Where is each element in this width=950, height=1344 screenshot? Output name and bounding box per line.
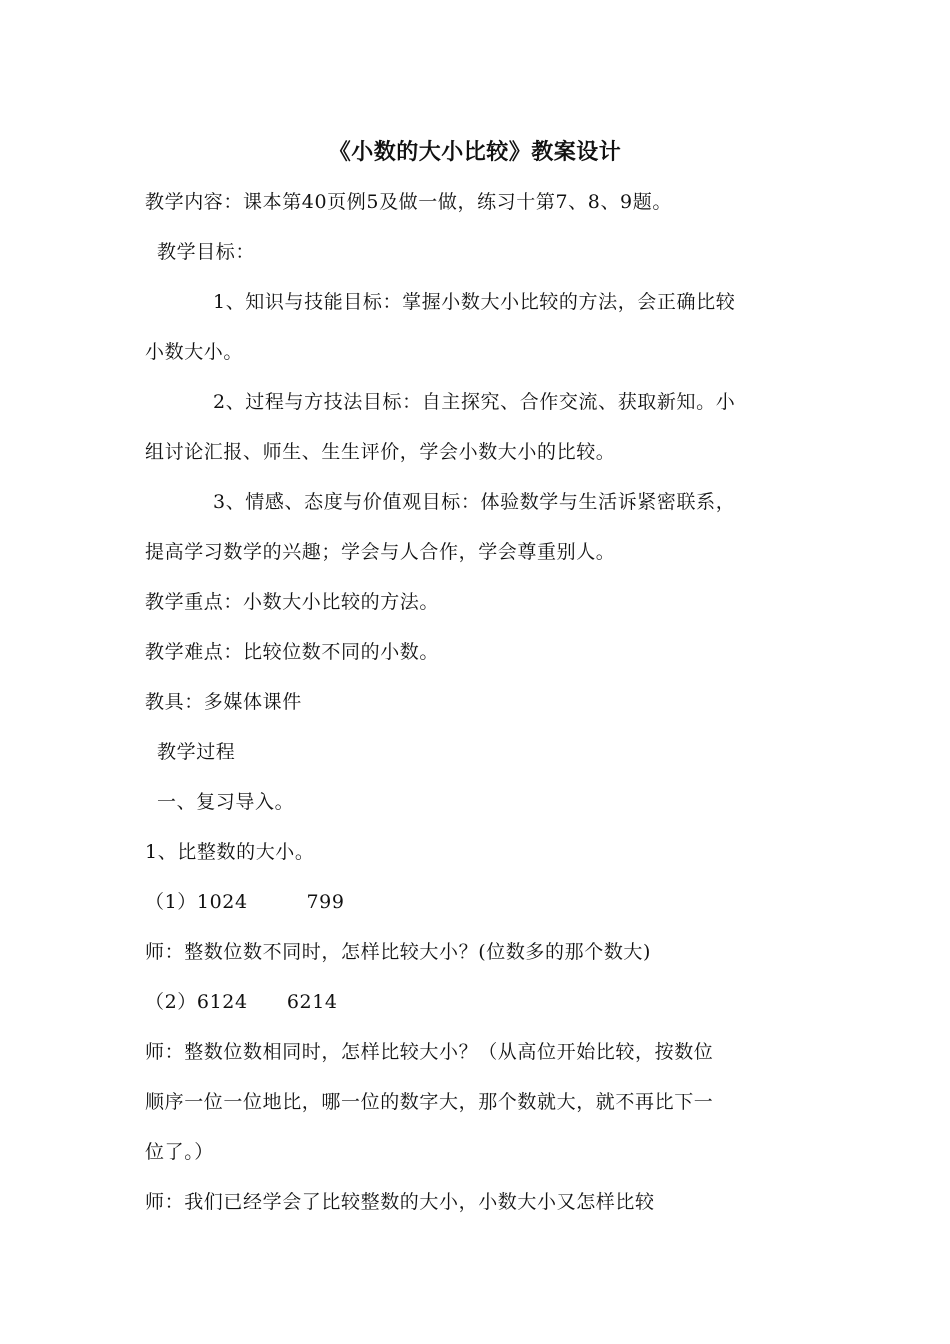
goal-1-line-1: 1、知识与技能目标：掌握小数大小比较的方法，会正确比较 <box>213 291 736 313</box>
goal-2-line-2: 组讨论汇报、师生、生生评价，学会小数大小的比较。 <box>145 441 616 463</box>
teaching-process-heading: 教学过程 <box>157 741 236 763</box>
teacher-transition: 师：我们已经学会了比较整数的大小，小数大小又怎样比较 <box>145 1191 655 1213</box>
compare-integers-heading: 1、比整数的大小。 <box>145 841 315 863</box>
teaching-aids: 教具：多媒体课件 <box>145 691 302 713</box>
teacher-question-2-line-1: 师：整数位数相同时，怎样比较大小？（从高位开始比较，按数位 <box>145 1041 714 1063</box>
goal-3-line-1: 3、情感、态度与价值观目标：体验数学与生活诉紧密联系， <box>213 491 736 513</box>
teacher-question-2-line-2: 顺序一位一位地比，哪一位的数字大，那个数就大，就不再比下一 <box>145 1091 714 1113</box>
teacher-question-2-line-3: 位了。） <box>145 1141 214 1163</box>
teacher-question-1: 师：整数位数不同时，怎样比较大小？(位数多的那个数大) <box>145 941 652 963</box>
teaching-content-line: 教学内容：课本第40页例5及做一做，练习十第7、8、9题。 <box>145 191 672 213</box>
goal-1-line-2: 小数大小。 <box>145 341 244 363</box>
teaching-difficulty: 教学难点：比较位数不同的小数。 <box>145 641 440 663</box>
teaching-key-point: 教学重点：小数大小比较的方法。 <box>145 591 440 613</box>
example-2: （2）6124 6214 <box>145 991 338 1013</box>
goal-2-line-1: 2、过程与方技法目标：自主探究、合作交流、获取新知。小 <box>213 391 736 413</box>
example-1: （1）1024 799 <box>145 891 345 913</box>
document-title: 《小数的大小比较》教案设计 <box>328 139 622 165</box>
section-review-heading: 一、复习导入。 <box>157 791 295 813</box>
goal-3-line-2: 提高学习数学的兴趣；学会与人合作，学会尊重别人。 <box>145 541 616 563</box>
teaching-goals-heading: 教学目标： <box>157 241 256 263</box>
